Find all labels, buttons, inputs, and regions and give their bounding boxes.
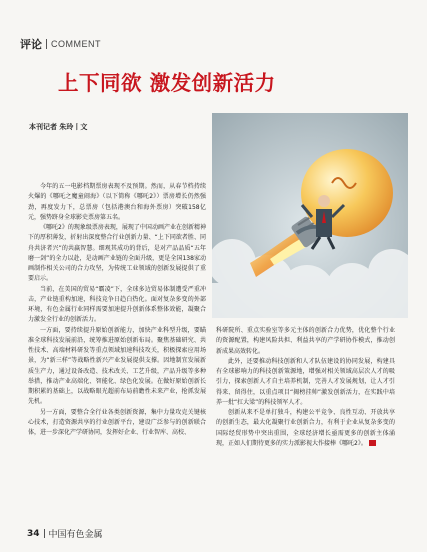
header-divider xyxy=(46,39,47,49)
paragraph: 今年的五一电影档期票房表现不及预期。然而，从春节档持续火爆的《哪吒之魔童闹海》（以下简称《哪吒2》）票房增长仍然强劲，再度发力下，总票房（包括港澳台和海外票房）突破158亿元，强势跻身全球影史票房第五名。 xyxy=(28,183,206,221)
paragraph: 此外，还要推动科技创新和人才队伍建设的协同发展，构建具有全球影响力的科技创新策源地，增强对相关领域高层次人才的吸引力，探索创新人才自主培养机制，完善人才发展规划，让人才引得来、留得住，以重点项目“揭榜挂帅”激发创新活力，在实践中培养一批“扛大梁”的科技领军人才。 xyxy=(216,357,395,406)
footer-divider xyxy=(44,529,45,538)
paragraph xyxy=(216,408,395,449)
magazine-name: 中国有色金属 xyxy=(48,530,103,540)
end-mark-icon xyxy=(369,440,376,446)
page-footer xyxy=(27,527,103,540)
page-number: 34 xyxy=(27,528,40,539)
section-label-en: COMMENT xyxy=(51,39,101,49)
paragraph: 一方面，要持续提升原始创新能力，加快产业科型升级，要瞄准全球科技发展前沿，统筹推进原始创新布局。聚焦基础研究、共性技术、高端材料研发等重点领域加速科技攻关，积极探索应用场景，为“新三样”等战略性新兴产业发展提供支撑。因地制宜发展新质生产力，通过设备改造、技术改关、工艺升级，产品升级等多种举措，推动产业高端化、智能化、绿色化发展。在做好原始创新长期积累的基础上，以战略眼光超前布局前瞻性未来产业，抢抓发展先机。 xyxy=(28,326,206,406)
text-column-left xyxy=(28,182,206,438)
lightbulb-rocket-illustration xyxy=(212,113,408,318)
paragraph: 《哪吒2》的现象级票房表现，展现了中国动画产业在创新精神下的厚积薄发，折射出深度整合行业创新力量、“上下同欲者胜、同舟共济者兴”的共赢智慧。细观其成功的背后，是对产品品质“五年磨一剑”的全力以赴，是动画产业链的全面升级，更是全国138家动画制作相关公司的合力攻坚，为传统工业领域的创新发展提供了重要启示。 xyxy=(28,224,206,283)
paragraph-text: 创新从来不是单打独斗，构建公平竞争、良性互动、开放共享的创新生态，最大化凝聚行业创新合力，有利于企业从复杂多变的国际经贸形势中突出重围，全球经济增长亟需更多的创新主体涌现，正如人们期待更多的实力派影视大作接棒《哪吒2》。 xyxy=(216,409,395,447)
paragraph: 另一方面，要整合全行业各类创新资源，集中力量攻克关键核心技术，打造资源共享的行业创新平台，建设广泛参与的创新联合体，进一步深化产学研协同，发挥好企业、行业智库、高校、 xyxy=(28,408,206,436)
text-column-right xyxy=(216,326,395,449)
paragraph: 科研院所、重点实验室等多元主体的创新合力优势，优化整个行业的资源配置，构建风险共担、利益共享的产学研协作模式，推动创新成果高效转化。 xyxy=(216,327,395,355)
section-label: 评论 xyxy=(20,38,42,51)
paragraph: 当前，在美国的贸易“霸凌”下，全球多边贸易体制遭受严重冲击，产业链重构加速，科技竞争日趋白热化。面对复杂多变的外部环境，有色金属行业同样需要加速提升创新体系整体效能，凝聚合力激发全行业的创新活力。 xyxy=(28,285,206,324)
article-byline: 本刊记者 朱玲丨文 xyxy=(29,123,88,131)
section-header xyxy=(20,36,101,52)
article-title: 上下同欲 激发创新活力 xyxy=(58,71,276,95)
